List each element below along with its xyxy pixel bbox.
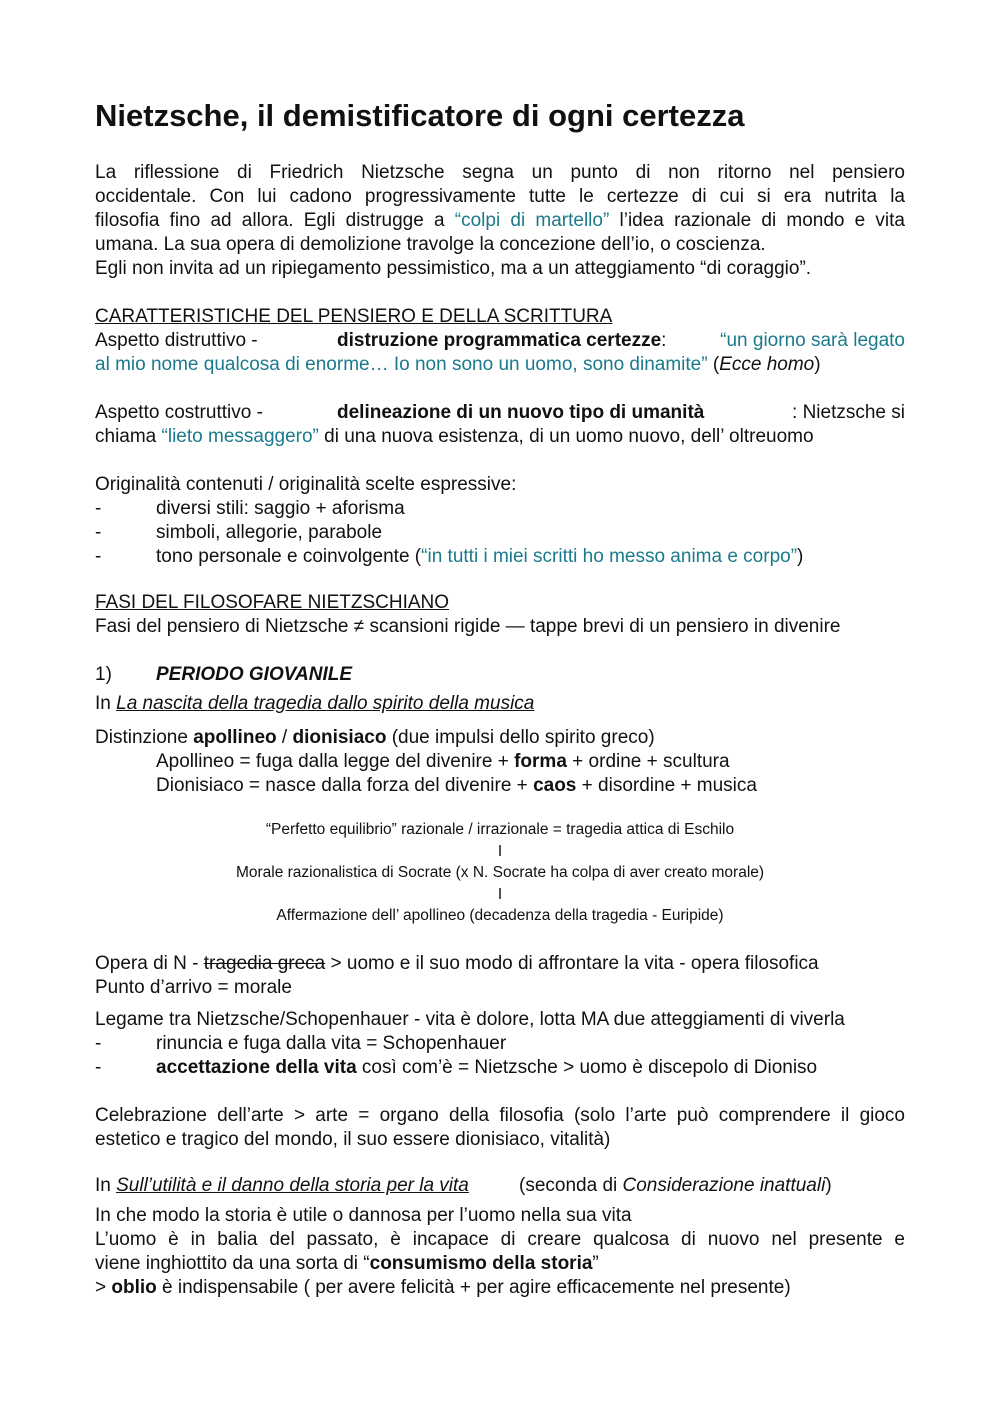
scheme-separator: I [497,886,503,903]
text: filosofia fino ad allora. Egli distrugge a [95,210,455,231]
dionisiaco-line [156,774,757,798]
scheme-separator: I [497,843,503,860]
quote-start: “un giorno sarà legato [720,330,905,351]
text: (due impulsi dello spirito greco) [386,727,655,748]
section-heading-fasi: FASI DEL FILOSOFARE NIETZSCHIANO [95,592,450,613]
storia-line-3 [95,1252,599,1276]
celebrazione-line-1: Celebrazione dell’arte > arte = organo della filosofia (solo l’arte può comprendere il gioco [95,1105,905,1126]
bold-text: oblio [111,1277,157,1298]
punto-arrivo-line: Punto d’arrivo = morale [95,977,292,998]
seconda-note [519,1174,832,1198]
storia-line-1: In che modo la storia è utile o dannosa per l’uomo nella sua vita [95,1205,632,1226]
scheme-line-2: Morale razionalistica di Socrate (x N. Socrate ha colpa di aver creato morale) [235,864,765,881]
scheme-line-1: “Perfetto equilibrio” razionale / irrazionale = tragedia attica di Eschilo [265,821,735,838]
aspetto-costruttivo-line-2 [95,425,814,449]
dash: - [95,546,102,567]
intro-line-4: umana. La sua opera di demolizione travolge la concezione dell’io, o coscienza. [95,234,766,255]
list-item [95,1056,818,1080]
bold-text: consumismo della storia [369,1253,593,1274]
text: di una nuova esistenza, di un uomo nuovo, dell’ oltreuomo [318,426,814,447]
storia-line-2: L’uomo è in balia del passato, è incapace di creare qualcosa di nuovo nel presente e [95,1229,905,1250]
bold-text: forma [514,751,567,772]
intro-line-1: La riflessione di Friedrich Nietzsche segna un punto di non ritorno nel pensiero [95,162,905,183]
list-text [156,545,803,569]
intro-line-2: occidentale. Con lui cadono progressivamente tutte le certezze di cui si era nutrita la [95,186,905,207]
text: + disordine + musica [576,775,757,796]
dash: - [95,1033,102,1054]
dash: - [95,522,102,543]
bold-text: accettazione della vita [156,1057,357,1078]
label: Aspetto costruttivo - [95,402,263,423]
distinzione-line [95,726,655,750]
storia-line-4 [95,1276,791,1300]
bold-text: delineazione di un nuovo tipo di umanità [337,402,705,423]
text: ) [797,546,804,567]
text: Opera di N - [95,953,204,974]
text: così com’è = Nietzsche > uomo è discepolo di Dioniso [356,1057,818,1078]
number: 1) [95,664,112,685]
text: Apollineo = fuga dalla legge del divenire + [156,751,515,772]
work-title: La nascita della tragedia dallo spirito della musica [116,693,535,714]
list-text: simboli, allegorie, parabole [156,522,383,543]
text: l’idea razionale di mondo e vita [609,210,905,231]
quote: “in tutti i miei scritti ho messo anima e corpo” [421,546,798,567]
text: chiama [95,426,162,447]
text: tono personale e coinvolgente ( [156,546,422,567]
distr-content [337,329,666,353]
text: Distinzione [95,727,194,748]
dash: - [95,1057,102,1078]
aspetto-distruttivo-line [95,329,905,353]
list-text: diversi stili: saggio + aforisma [156,498,405,519]
sull-utilita-line [95,1174,905,1198]
text: è indispensabile ( per avere felicità + per agire efficacemente nel presente) [156,1277,791,1298]
legame-line: Legame tra Nietzsche/Schopenhauer - vita è dolore, lotta MA due atteggiamenti di viverla [95,1009,845,1030]
source-title: Ecce homo [719,354,815,375]
section-heading-caratteristiche: CARATTERISTICHE DEL PENSIERO E DELLA SCRITTURA [95,306,613,327]
text: ” [592,1253,599,1274]
text: viene inghiottito da una sorta di “ [95,1253,370,1274]
quote: “lieto messaggero” [161,426,319,447]
list-item [95,1032,507,1056]
list-text: rinuncia e fuga dalla vita = Schopenhauer [156,1033,507,1054]
list-item [95,521,383,545]
bold-text: distruzione programmatica certezze [337,330,662,351]
periodo-title: PERIODO GIOVANILE [156,664,353,685]
aspetto-costruttivo-line [95,401,905,425]
label: Aspetto distruttivo - [95,330,258,351]
work-title: Sull’utilità e il danno della storia per la vita [116,1175,469,1196]
dash: - [95,498,102,519]
text: (seconda di [519,1175,623,1196]
text: > uomo e il suo modo di affrontare la vita - opera filosofica [325,953,819,974]
text: / [276,727,293,748]
nascita-tragedia-line [95,692,534,716]
text: ( [707,354,720,375]
list-text [156,1056,817,1080]
quote: al mio nome qualcosa di enorme… Io non sono un uomo, sono dinamite” [95,354,708,375]
text: Dionisiaco = nasce dalla forza del divenire + [156,775,534,796]
scheme-line-3: Affermazione dell’ apollineo (decadenza della tragedia - Euripide) [276,907,724,924]
text: In [95,1175,117,1196]
apollineo-line [156,750,730,774]
text: In [95,693,117,714]
bold-text: dionisiaco [292,727,387,748]
quote-colpi-di-martello: “colpi di martello” [454,210,610,231]
text: ) [825,1175,832,1196]
aspetto-distruttivo-line-2 [95,353,821,377]
work-title: Considerazione inattuali [622,1175,826,1196]
periodo-heading [95,663,353,687]
list-item [95,545,804,569]
bold-text: caos [533,775,577,796]
page-title: Nietzsche, il demistificatore di ogni certezza [95,98,745,133]
fasi-line: Fasi del pensiero di Nietzsche ≠ scansioni rigide — tappe brevi di un pensiero in divenire [95,616,841,637]
strikethrough-text: tragedia greca [203,953,326,974]
celebrazione-line-2: estetico e tragico del mondo, il suo essere dionisiaco, vitalità) [95,1129,611,1150]
text: ) [814,354,821,375]
text: : [661,330,667,351]
opera-line [95,952,819,976]
text: > [95,1277,112,1298]
text: + ordine + scultura [566,751,730,772]
intro-line-5: Egli non invita ad un ripiegamento pessimistico, ma a un atteggiamento “di coraggio”. [95,258,812,279]
originalita-line: Originalità contenuti / originalità scelte espressive: [95,474,517,495]
list-item [95,497,405,521]
bold-text: apollineo [193,727,277,748]
text: : Nietzsche si [792,402,905,423]
intro-line-3 [95,209,905,233]
